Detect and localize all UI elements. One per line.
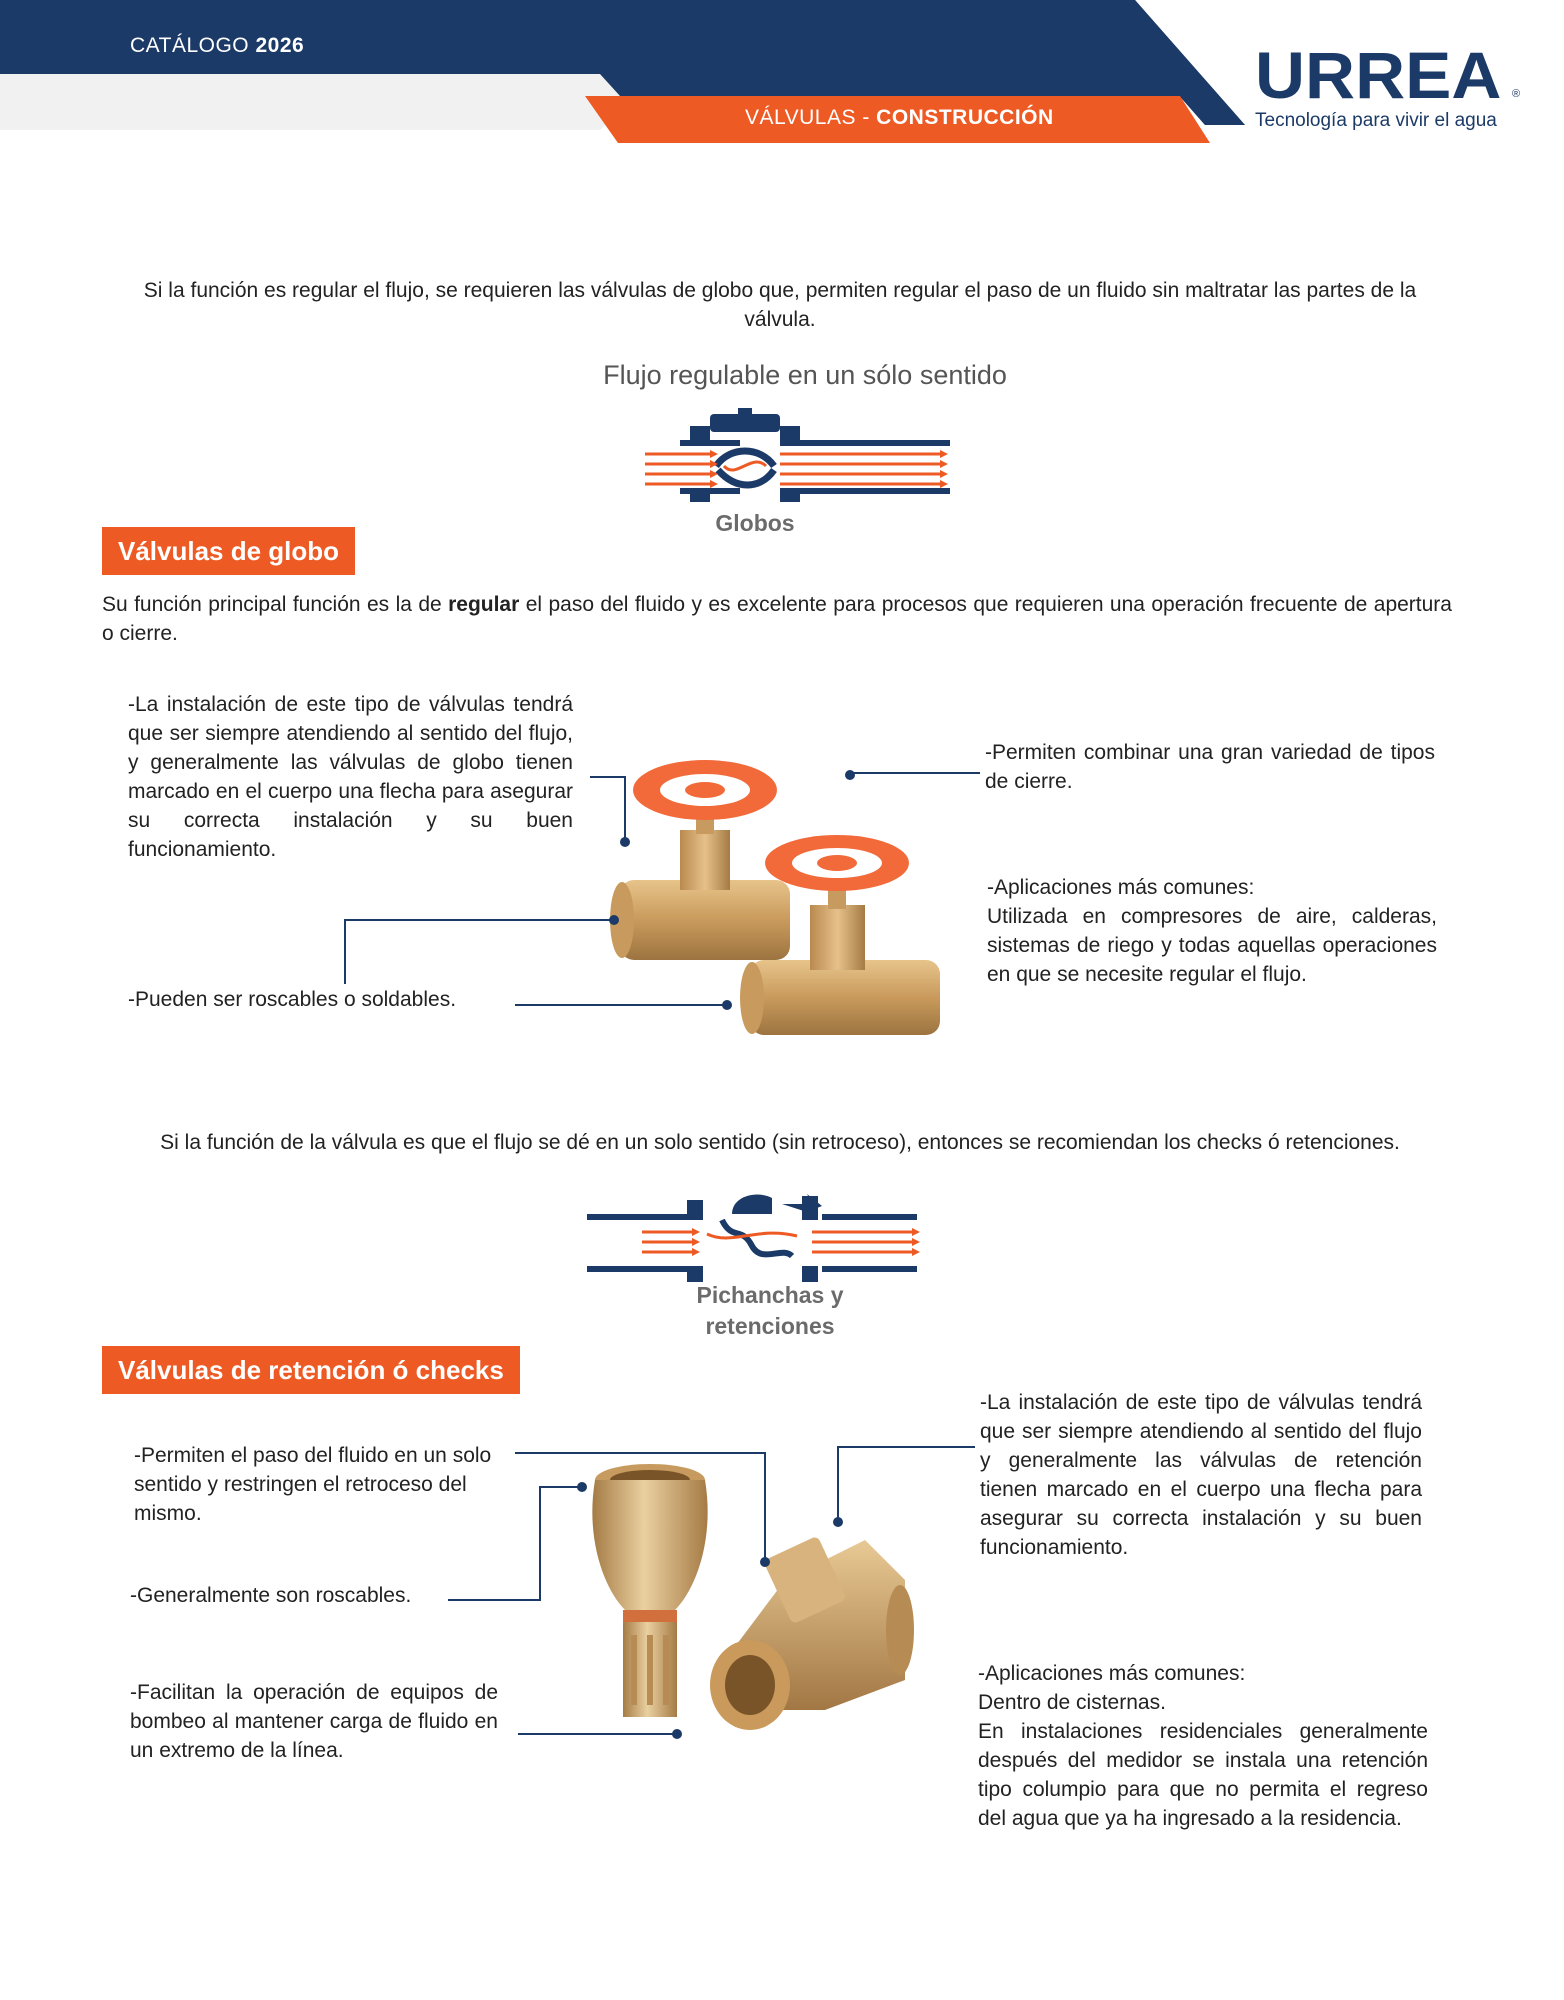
check-callout-apps-title: -Aplicaciones más comunes: <box>978 1662 1246 1685</box>
check-callout-apps-1: Dentro de cisternas. <box>978 1691 1166 1714</box>
check-callout-pumping: -Facilitan la operación de equipos de bombeo al mantener carga de fluido en un extremo de la línea. <box>130 1681 498 1762</box>
globe-callout-thread: -Pueden ser roscables o soldables. <box>128 988 457 1011</box>
globe-heading: Válvulas de globo <box>102 527 355 575</box>
globe-flow-diagram-icon <box>640 408 960 508</box>
catalog-label: CATÁLOGO 2026 <box>130 34 305 57</box>
globe-valves-illustration <box>600 750 1020 1040</box>
urrea-logo: URREA <box>1255 38 1502 112</box>
check-heading: Válvulas de retención ó checks <box>102 1346 520 1394</box>
globe-callout-apps-title: -Aplicaciones más comunes: <box>987 876 1255 899</box>
check-callout-apps-2: En instalaciones residenciales generalmente después del medidor se instala una retención tipo columpio para que no permita el regreso del agua que ya ha ingresado a la residencia. <box>978 1720 1428 1830</box>
check-callout-threaded: -Generalmente son roscables. <box>130 1584 412 1607</box>
globe-diagram-label: Globos <box>715 510 795 536</box>
globe-callout-install: -La instalación de este tipo de válvulas tendrá que ser siempre atendiendo al sentido del flujo, y generalmente las válvulas de globo tienen marcado en el cuerpo una flecha para asegurar su correcta instalación y su buen funcionamiento. <box>128 693 573 861</box>
globe-callout-closures: -Permiten combinar una gran variedad de tipos de cierre. <box>985 741 1435 793</box>
globe-description: Su función principal función es la de regular el paso del fluido y es excelente para procesos que requieren una operación frecuente de apertura o cierre. <box>102 593 1452 645</box>
diagram-title: Flujo regulable en un sólo sentido <box>603 360 1007 390</box>
check-diagram-label: Pichanchas y retenciones <box>696 1282 844 1339</box>
check-flow-diagram-icon <box>582 1186 922 1286</box>
section-label: VÁLVULAS - CONSTRUCCIÓN <box>745 106 1054 129</box>
registered-mark: ® <box>1512 88 1521 100</box>
globe-callout-apps: Utilizada en compresores de aire, calderas, sistemas de riego y todas aquellas operaciones en que se necesite regular el flujo. <box>987 905 1437 986</box>
header-gray-band <box>0 74 640 130</box>
globe-intro: Si la función es regular el flujo, se requieren las válvulas de globo que, permiten regular el paso de un fluido sin maltratar las partes de la válvula. <box>143 279 1417 331</box>
brand-tagline: Tecnología para vivir el agua <box>1255 110 1497 131</box>
check-valves-illustration <box>575 1460 935 1760</box>
check-callout-one-way: -Permiten el paso del fluido en un solo sentido y restringen el retroceso del mismo. <box>134 1444 492 1525</box>
check-intro: Si la función de la válvula es que el flujo se dé en un solo sentido (sin retroceso), entonces se recomiendan los checks ó retenciones. <box>160 1131 1400 1154</box>
check-callout-install: -La instalación de este tipo de válvulas tendrá que ser siempre atendiendo al sentido del flujo y generalmente las válvulas de retención tienen marcado en el cuerpo una flecha para asegurar su correcta instalación y su buen funcionamiento. <box>980 1391 1422 1559</box>
